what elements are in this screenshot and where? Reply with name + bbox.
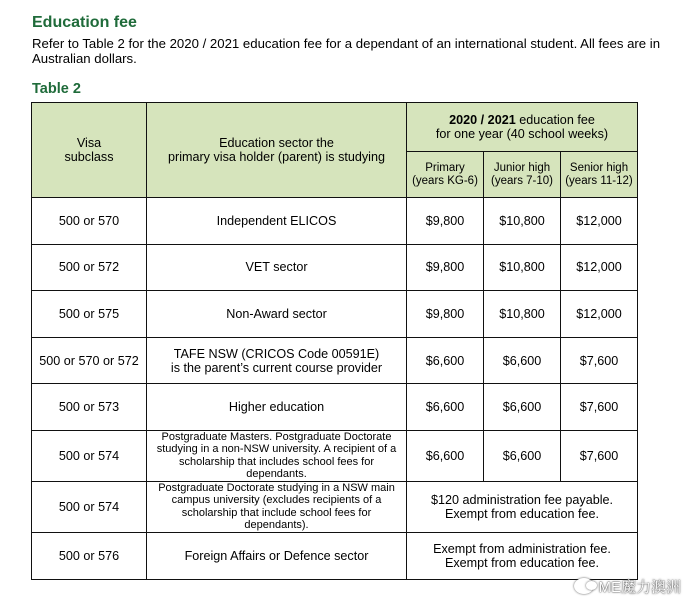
junior-fee-cell: $6,600 (484, 337, 561, 384)
sector-line: campus university (excludes recipients of a (171, 494, 382, 507)
senior-high-header (561, 152, 638, 198)
header-text: Senior high (569, 161, 629, 174)
junior-fee-cell: $10,800 (484, 291, 561, 338)
section-heading: Education fee (32, 14, 137, 31)
sector-cell (147, 481, 407, 532)
sector-line: TAFE NSW (CRICOS Code 00591E) (173, 346, 380, 361)
primary-fee-cell: $9,800 (407, 198, 484, 245)
sector-line: studying in a non-NSW university. A recipient of a (156, 443, 397, 456)
visa-cell: 500 or 574 (32, 481, 147, 532)
merged-fee-cell (407, 481, 638, 532)
sector-cell: Higher education (147, 384, 407, 431)
senior-fee-cell: $12,000 (561, 244, 638, 291)
header-text: (years KG-6) (412, 174, 478, 187)
visa-cell: 500 or 576 (32, 532, 147, 579)
primary-fee-cell: $9,800 (407, 244, 484, 291)
visa-cell: 500 or 574 (32, 430, 147, 481)
table-row (32, 291, 638, 338)
fee-note-line: Exempt from administration fee. (433, 541, 611, 556)
primary-fee-cell: $6,600 (407, 337, 484, 384)
sector-line: Postgraduate Masters. Postgraduate Doctorate (161, 430, 392, 443)
header-text: (years 11-12) (565, 174, 633, 187)
watermark (574, 575, 681, 597)
primary-fee-cell: $9,800 (407, 291, 484, 338)
intro-text: Refer to Table 2 for the 2020 / 2021 education fee for a dependant of an international student. All fees are in Australian dollars. (32, 36, 661, 66)
sector-cell: Non-Award sector (147, 291, 407, 338)
table-row (32, 337, 638, 384)
junior-high-header (484, 152, 561, 198)
table-row (32, 244, 638, 291)
sector-line: scholarship that includes school fees for dependants. (178, 455, 375, 481)
visa-cell: 500 or 575 (32, 291, 147, 338)
header-text: Education sector the (219, 136, 334, 150)
table-title: Table 2 (32, 81, 81, 97)
senior-fee-cell: $12,000 (561, 198, 638, 245)
sector-cell: Foreign Affairs or Defence sector (147, 532, 407, 579)
sector-cell (147, 430, 407, 481)
sector-line: scholarship that include school fees for dependants). (181, 506, 372, 532)
junior-fee-cell: $10,800 (484, 244, 561, 291)
watermark-text: ME魔力澳洲 (598, 578, 681, 596)
junior-fee-cell: $6,600 (484, 384, 561, 431)
primary-header (407, 152, 484, 198)
senior-fee-cell: $12,000 (561, 291, 638, 338)
header-text: Junior high (493, 161, 551, 174)
primary-fee-cell: $6,600 (407, 430, 484, 481)
junior-fee-cell: $6,600 (484, 430, 561, 481)
wechat-icon (574, 578, 594, 594)
table-row (32, 198, 638, 245)
sector-cell: Independent ELICOS (147, 198, 407, 245)
senior-fee-cell: $7,600 (561, 384, 638, 431)
header-text: Primary (425, 161, 465, 174)
fee-note-line: Exempt from education fee. (444, 506, 599, 521)
visa-cell: 500 or 573 (32, 384, 147, 431)
junior-fee-cell: $10,800 (484, 198, 561, 245)
visa-cell: 500 or 572 (32, 244, 147, 291)
visa-cell: 500 or 570 or 572 (32, 337, 147, 384)
fee-note-line: Exempt from education fee. (444, 555, 599, 570)
header-text: Visa (76, 136, 102, 150)
header-text (410, 113, 634, 127)
merged-fee-cell (407, 532, 638, 579)
table-row (32, 430, 638, 481)
table-row (32, 384, 638, 431)
table-row (32, 532, 638, 579)
senior-fee-cell: $7,600 (561, 337, 638, 384)
table-row (32, 481, 638, 532)
sector-cell (147, 337, 407, 384)
header-text: (years 7-10) (491, 174, 553, 187)
senior-fee-cell: $7,600 (561, 430, 638, 481)
sector-line: is the parent’s current course provider (170, 360, 383, 375)
table-header-row (32, 103, 638, 152)
fee-note-line: $120 administration fee payable. (430, 492, 614, 507)
sector-cell: VET sector (147, 244, 407, 291)
fee-label: education fee (515, 113, 595, 127)
education-fee-table (31, 102, 638, 580)
visa-cell: 500 or 570 (32, 198, 147, 245)
header-text: for one year (40 school weeks) (435, 127, 609, 141)
primary-fee-cell: $6,600 (407, 384, 484, 431)
header-text: subclass (64, 150, 114, 164)
fee-group-header (407, 103, 638, 152)
visa-subclass-header (32, 103, 147, 198)
fee-year: 2020 / 2021 (449, 113, 516, 127)
education-sector-header (147, 103, 407, 198)
sector-line: Postgraduate Doctorate studying in a NSW main (158, 481, 395, 494)
header-text: primary visa holder (parent) is studying (168, 150, 385, 164)
